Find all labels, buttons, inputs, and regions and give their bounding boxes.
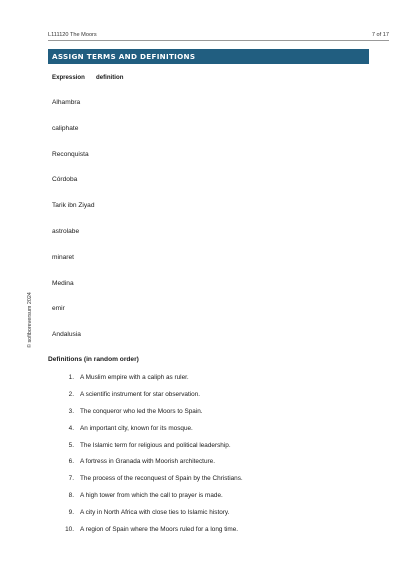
definition-number: 10. (65, 526, 74, 534)
term-item: Tarik ibn Ziyad (52, 202, 95, 210)
column-header-expression: Expression (52, 74, 85, 81)
header-divider (48, 40, 389, 41)
definition-text: A fortress in Granada with Moorish architecture. (80, 458, 215, 466)
column-header-definition: definition (96, 74, 124, 81)
definition-item (61, 408, 243, 425)
section-banner: ASSIGN TERMS AND DEFINITIONS (48, 49, 369, 64)
definition-text: A city in North Africa with close ties to Islamic history. (80, 509, 230, 517)
definition-text: The Islamic term for religious and political leadership. (80, 441, 231, 449)
term-item: Alhambra (52, 99, 81, 106)
definition-number: 1. (68, 374, 74, 381)
terms-list (52, 99, 95, 357)
term-item: emir (52, 305, 65, 313)
term-item: astrolabe (52, 227, 80, 235)
definition-text: A Muslim empire with a caliph as ruler. (80, 374, 189, 381)
definition-number: 3. (68, 407, 74, 415)
definition-number: 9. (68, 509, 74, 517)
definition-item (61, 526, 243, 543)
definition-text: An important city, known for its mosque. (80, 424, 193, 432)
definition-item (61, 509, 243, 526)
term-item: Reconquista (52, 150, 89, 158)
term-item: caliphate (52, 124, 79, 132)
definition-item (61, 458, 243, 475)
definition-number: 5. (68, 441, 74, 449)
definitions-list (61, 374, 243, 543)
definition-number: 8. (68, 492, 74, 500)
definition-text: The process of the reconquest of Spain by the Christians. (80, 475, 243, 483)
copyright-notice: © sofiboreversum 2024 (27, 292, 33, 348)
term-item: Medina (52, 279, 74, 287)
term-item: minaret (52, 253, 74, 261)
definition-number: 7. (68, 475, 74, 483)
definition-number: 4. (68, 424, 74, 432)
term-item: Andalusia (52, 331, 81, 339)
definition-text: The conqueror who led the Moors to Spain. (80, 407, 203, 415)
page-number: 7 of 17 (371, 32, 389, 38)
definition-item (61, 391, 243, 408)
definition-item (61, 374, 243, 391)
definition-text: A region of Spain where the Moors ruled for a long time. (80, 526, 239, 534)
term-item: Córdoba (52, 176, 78, 184)
definition-item (61, 425, 243, 442)
definition-text: A scientific instrument for star observation. (80, 390, 201, 398)
definition-item (61, 442, 243, 459)
header-title: L111120 The Moors (48, 32, 97, 38)
definition-item (61, 492, 243, 509)
definition-number: 6. (68, 458, 74, 466)
definitions-heading: Definitions (in random order) (48, 356, 139, 363)
definition-item (61, 475, 243, 492)
definition-text: A high tower from which the call to prayer is made. (80, 492, 223, 500)
definition-number: 2. (68, 390, 74, 398)
